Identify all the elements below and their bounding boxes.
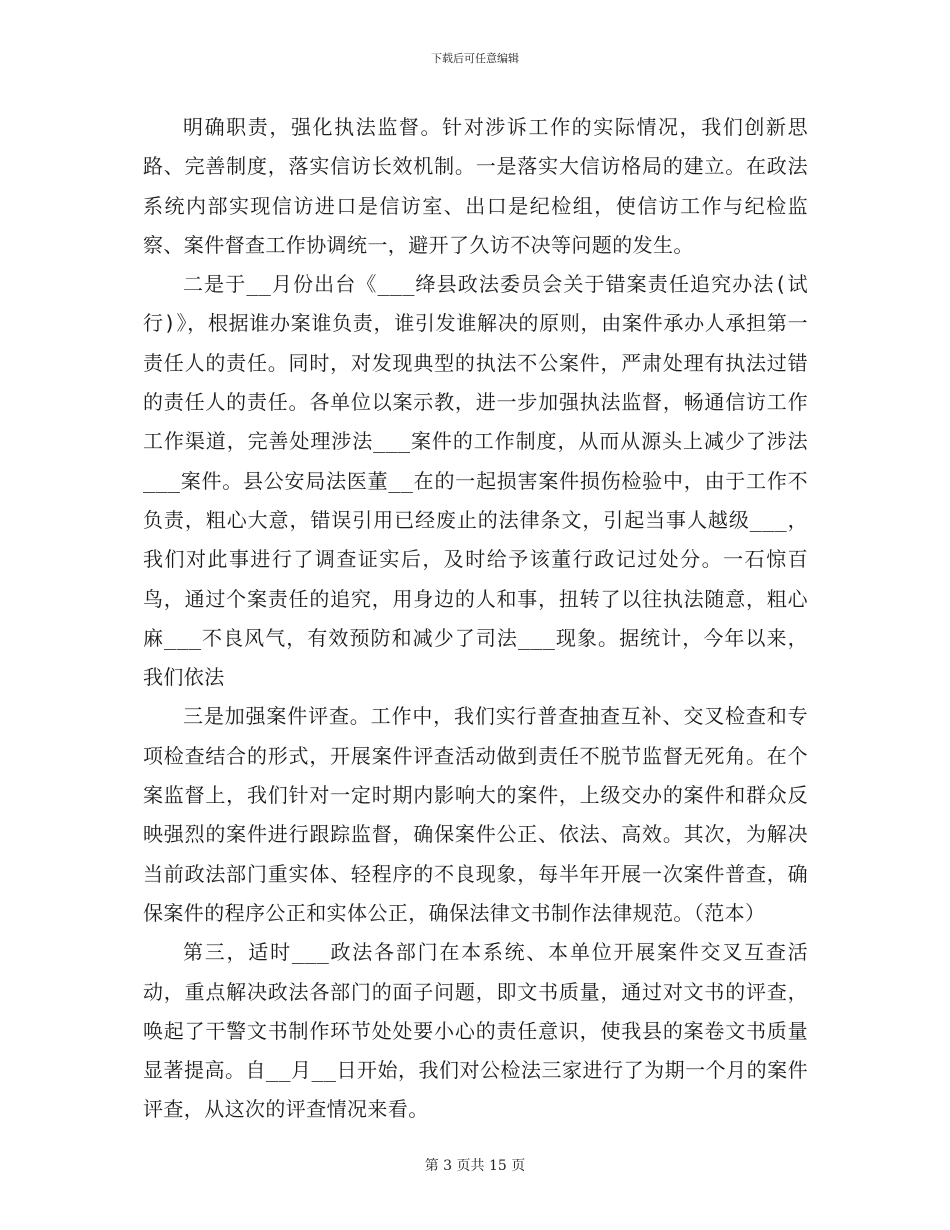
page-header: 下载后可任意编辑 [431,52,519,65]
paragraph-3: 三是加强案件评查。工作中，我们实行普查抽查互补、交叉检查和专项检查结合的形式，开展案件评查活动做到责任不脱节监督无死角。在个案监督上，我们针对一定时期内影响大的案件，上级交办的案件和群众反映强烈的案件进行跟踪监督，确保案件公正、依法、高效。其次，为解决当前政法部门重实体、轻程序的不良现象，每半年开展一次案件普查，确保案件的程序公正和实体公正，确保法律文书制作法律规范。（范本） [143,704,808,925]
paragraph-4: 第三，适时___政法各部门在本系统、本单位开展案件交叉互查活动，重点解决政法各部门的面子问题，即文书质量，通过对文书的评查，唤起了干警文书制作环节处处要小心的责任意识，使我县的案卷文书质量显著提高。自__月__日开始，我们对公检法三家进行了为期一个月的案件评查，从这次的评查情况来看。 [143,940,808,1122]
paragraph-2: 二是于__月份出台《___绛县政法委员会关于错案责任追究办法(试行)》，根据谁办案谁负责，谁引发谁解决的原则，由案件承办人承担第一责任人的责任。同时，对发现典型的执法不公案件，严肃处理有执法过错的责任人的责任。各单位以案示教，进一步加强执法监督，畅通信访工作工作渠道，完善处理涉法___案件的工作制度，从而从源头上减少了涉法___案件。县公安局法医董__在的一起损害案件损伤检验中，由于工作不负责，粗心大意，错误引用已经废止的法律条文，引起当事人越级___，我们对此事进行了调查证实后，及时给予该董行政记过处分。一石惊百鸟，通过个案责任的追究，用身边的人和事，扭转了以往执法随意，粗心麻___不良风气，有效预防和减少了司法___现象。据统计，今年以来，我们依法 [143,272,808,690]
paragraph-1: 明确职责，强化执法监督。针对涉诉工作的实际情况，我们创新思路、完善制度，落实信访长效机制。一是落实大信访格局的建立。在政法系统内部实现信访进口是信访室、出口是纪检组，使信访工作与纪检监察、案件督查工作协调统一，避开了久访不决等问题的发生。 [143,115,808,257]
document-body [143,108,808,1130]
page-number-footer: 第 3 页共 15 页 [424,1158,526,1174]
